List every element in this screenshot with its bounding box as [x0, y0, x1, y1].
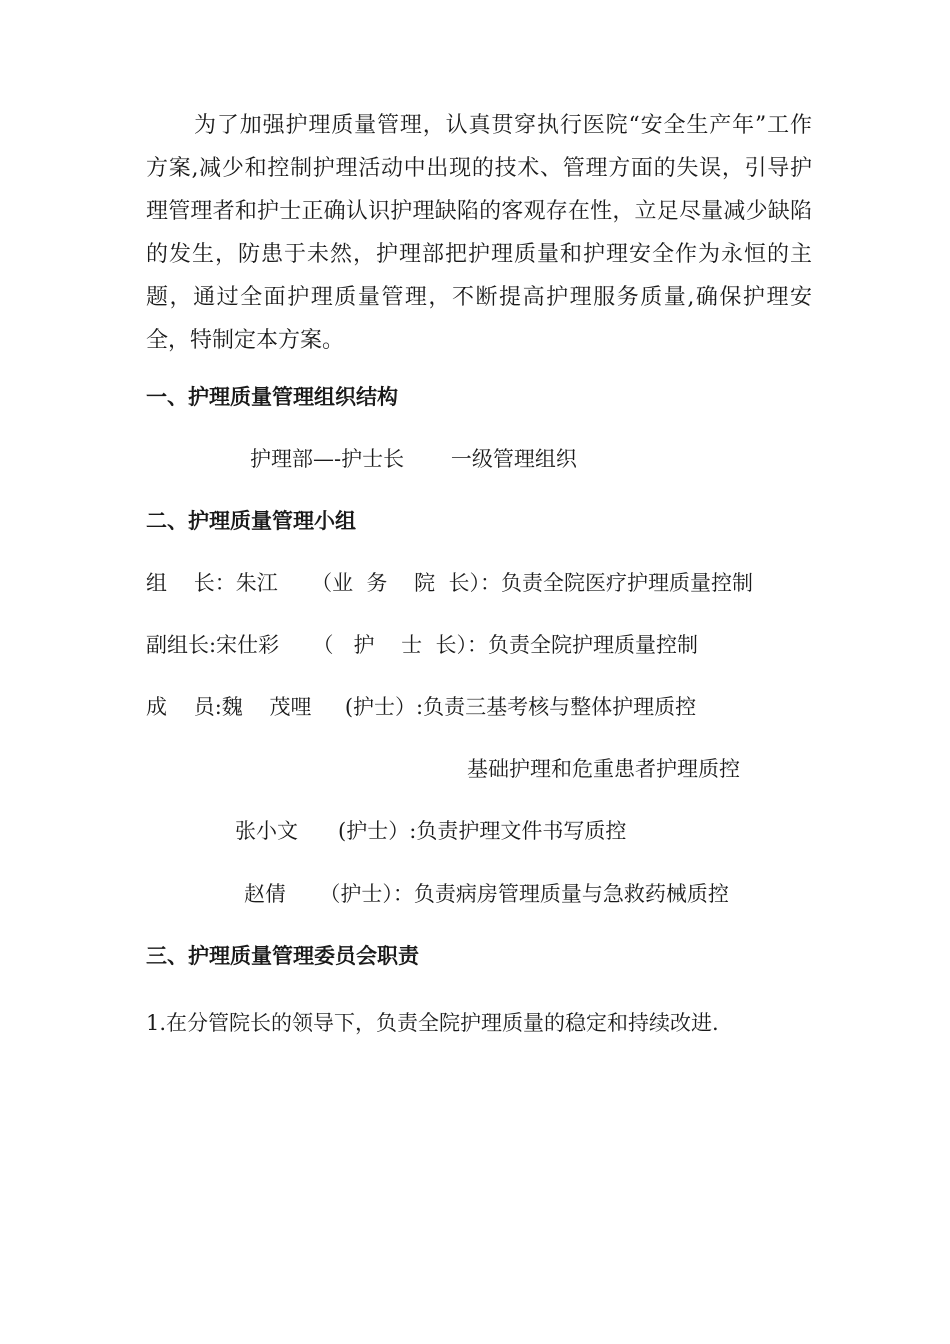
- member-row-leader: 组 长：朱江 （业 务 院 长）：负责全院医疗护理质量控制: [146, 571, 753, 595]
- member-row-deputy: 副组长:宋仕彩 （ 护 士 长）：负责全院护理质量控制: [146, 633, 699, 657]
- org-structure-line: 护理部—-护士长 一级管理组织: [250, 447, 577, 471]
- duty-item: 1.在分管院长的领导下，负责全院护理质量的稳定和持续改进.: [146, 1011, 719, 1035]
- intro-paragraph-line: 方案,减少和控制护理活动中出现的技术、管理方面的失误，引导护: [146, 156, 812, 181]
- member-row-zhao: 赵倩 （护士）：负责病房管理质量与急救药械质控: [244, 882, 729, 906]
- section-heading-duties: 三、护理质量管理委员会职责: [146, 944, 419, 968]
- member-row-wei: 成 员:魏 茂哩 (护士）:负责三基考核与整体护理质控: [146, 695, 697, 719]
- intro-paragraph-line: 理管理者和护士正确认识护理缺陷的客观存在性，立足尽量减少缺陷: [146, 199, 812, 224]
- intro-paragraph-line: 题，通过全面护理质量管理，不断提高护理服务质量,确保护理安: [146, 285, 812, 310]
- intro-paragraph-line: 全，特制定本方案。: [146, 328, 345, 353]
- section-heading-structure: 一、护理质量管理组织结构: [146, 385, 398, 409]
- member-row-continuation: 基础护理和危重患者护理质控: [467, 757, 740, 781]
- section-heading-group: 二、护理质量管理小组: [146, 509, 356, 533]
- intro-paragraph-line: 的发生，防患于未然，护理部把护理质量和护理安全作为永恒的主: [146, 242, 812, 267]
- member-row-zhang: 张小文 (护士）:负责护理文件书写质控: [235, 819, 627, 843]
- intro-paragraph-line: 为了加强护理质量管理，认真贯穿执行医院“安全生产年”工作: [194, 113, 812, 138]
